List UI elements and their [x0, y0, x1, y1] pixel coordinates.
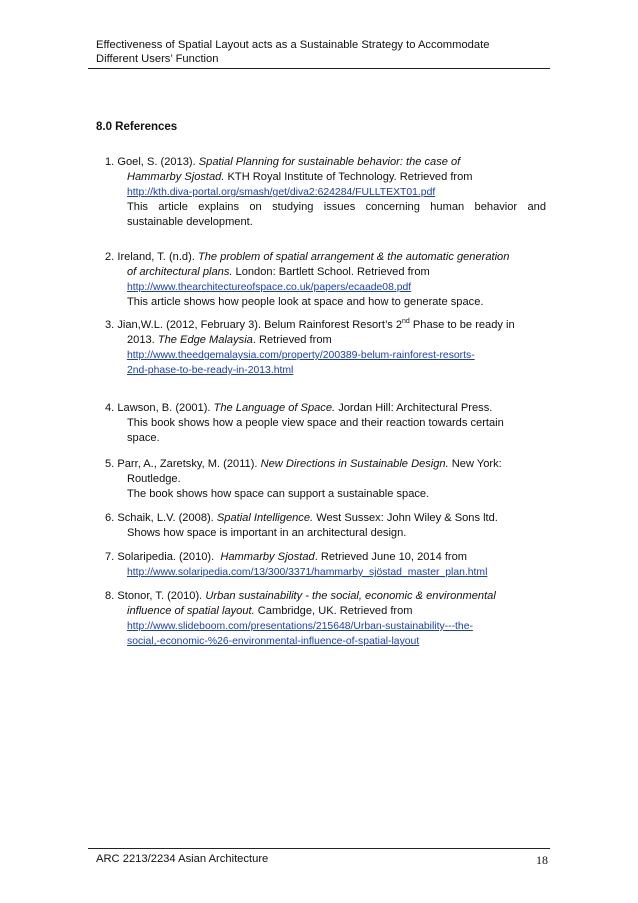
reference-publisher: West Sussex: John Wiley & Sons ltd. — [316, 512, 498, 524]
reference-number: 5. — [105, 458, 115, 470]
reference-authors: Schaik, L.V. (2008). — [117, 512, 214, 524]
running-header-line-1: Effectiveness of Spatial Layout acts as a Sustainable Strategy to Accommodate — [96, 39, 490, 51]
reference-publisher: Jordan Hill: Architectural Press. — [338, 402, 493, 414]
reference-line — [105, 170, 546, 185]
reference-authors: Solaripedia. (2010). — [117, 551, 215, 563]
reference-title: Spatial Planning for sustainable behavior: the case of — [198, 156, 461, 168]
reference-authors: Lawson, B. (2001). — [117, 402, 211, 414]
reference-line — [105, 589, 546, 604]
reference-item-8 — [105, 589, 546, 649]
reference-link[interactable]: http://kth.diva-portal.org/smash/get/diva2:624284/FULLTEXT01.pdf — [127, 187, 436, 198]
reference-line — [105, 634, 546, 649]
page-number: 18 — [536, 853, 548, 867]
reference-line — [105, 155, 546, 170]
reference-line — [105, 619, 546, 634]
reference-number: 8. — [105, 590, 115, 602]
reference-authors: Goel, S. (2013). — [117, 156, 196, 168]
reference-title: of architectural plans. — [127, 266, 233, 278]
reference-publisher: Cambridge, UK. Retrieved from — [257, 605, 413, 617]
running-header — [96, 38, 536, 66]
reference-link[interactable]: social,-economic-%26-environmental-influence-of-spatial-layout — [127, 636, 420, 647]
reference-authors: Ireland, T. (n.d). — [117, 251, 195, 263]
reference-line — [105, 185, 546, 200]
reference-authors: Jian,W.L. (2012, February 3). Belum Rainforest Resort’s 2 — [117, 319, 403, 331]
footer-divider — [88, 848, 550, 849]
reference-line — [105, 318, 546, 333]
reference-line — [105, 604, 546, 619]
reference-line — [105, 511, 546, 526]
reference-year: 2013. — [127, 334, 155, 346]
reference-link[interactable]: http://www.slideboom.com/presentations/215648/Urban-sustainability---the- — [127, 621, 473, 632]
reference-title: Hammarby Sjostad — [220, 551, 315, 563]
reference-item-3 — [105, 318, 546, 378]
reference-publisher: London: Bartlett School. Retrieved from — [235, 266, 430, 278]
reference-link[interactable]: http://www.thearchitectureofspace.co.uk/papers/ecaade08.pdf — [127, 282, 412, 293]
reference-title: The Edge Malaysia — [157, 334, 253, 346]
reference-title: Urban sustainability - the social, economic & environmental — [205, 590, 496, 602]
header-divider — [88, 68, 550, 69]
reference-authors: Stonor, T. (2010). — [117, 590, 203, 602]
reference-note: The book shows how space can support a sustainable space. — [127, 488, 430, 500]
section-heading: 8.0 References — [96, 121, 178, 133]
reference-title: The problem of spatial arrangement & the automatic generation — [197, 251, 510, 263]
reference-line — [105, 550, 546, 565]
reference-publisher: . Retrieved June 10, 2014 from — [314, 551, 468, 563]
reference-item-1 — [105, 155, 546, 230]
reference-authors: Phase to be ready in — [409, 319, 515, 331]
reference-number: 3. — [105, 319, 115, 331]
reference-line — [105, 348, 546, 363]
reference-number: 1. — [105, 156, 115, 168]
reference-number: 4. — [105, 402, 115, 414]
running-header-line-2: Different Users’ Function — [96, 53, 219, 65]
reference-note: This article explains on studying issues concerning human behavior and — [127, 201, 546, 213]
reference-note: sustainable development. — [127, 216, 253, 228]
reference-line — [105, 265, 546, 280]
reference-link[interactable]: 2nd-phase-to-be-ready-in-2013.html — [127, 365, 294, 376]
reference-title: Hammarby Sjostad. — [127, 171, 225, 183]
reference-item-6 — [105, 511, 546, 541]
reference-title: The Language of Space. — [213, 402, 336, 414]
reference-note: This book shows how a people view space and their reaction towards certain — [127, 417, 504, 429]
reference-superscript: nd — [402, 318, 410, 325]
reference-number: 7. — [105, 551, 115, 563]
reference-number: 6. — [105, 512, 115, 524]
reference-item-7 — [105, 550, 546, 580]
reference-title: New Directions in Sustainable Design. — [260, 458, 449, 470]
footer-course: ARC 2213/2234 Asian Architecture — [96, 853, 269, 865]
reference-line — [105, 565, 546, 580]
reference-authors: Parr, A., Zaretsky, M. (2011). — [117, 458, 258, 470]
reference-item-5 — [105, 457, 546, 502]
reference-link[interactable]: http://www.solaripedia.com/13/300/3371/hammarby_sjöstad_master_plan.html — [127, 567, 488, 578]
reference-item-4 — [105, 401, 546, 446]
reference-publisher: KTH Royal Institute of Technology. Retrieved from — [227, 171, 473, 183]
reference-title: Spatial Intelligence. — [216, 512, 314, 524]
reference-line — [105, 401, 546, 416]
reference-number: 2. — [105, 251, 115, 263]
reference-line — [105, 333, 546, 348]
reference-note: Shows how space is important in an architectural design. — [127, 527, 407, 539]
reference-line — [105, 457, 546, 472]
reference-publisher: New York: — [451, 458, 502, 470]
reference-line — [105, 280, 546, 295]
reference-note: space. — [127, 432, 160, 444]
reference-line — [105, 250, 546, 265]
reference-link[interactable]: http://www.theedgemalaysia.com/property/200389-belum-rainforest-resorts- — [127, 350, 475, 361]
reference-publisher: . Retrieved from — [252, 334, 332, 346]
reference-item-2 — [105, 250, 546, 310]
reference-title: influence of spatial layout. — [127, 605, 255, 617]
reference-line — [105, 363, 546, 378]
reference-publisher: Routledge. — [127, 473, 181, 485]
reference-note: This article shows how people look at space and how to generate space. — [127, 296, 484, 308]
